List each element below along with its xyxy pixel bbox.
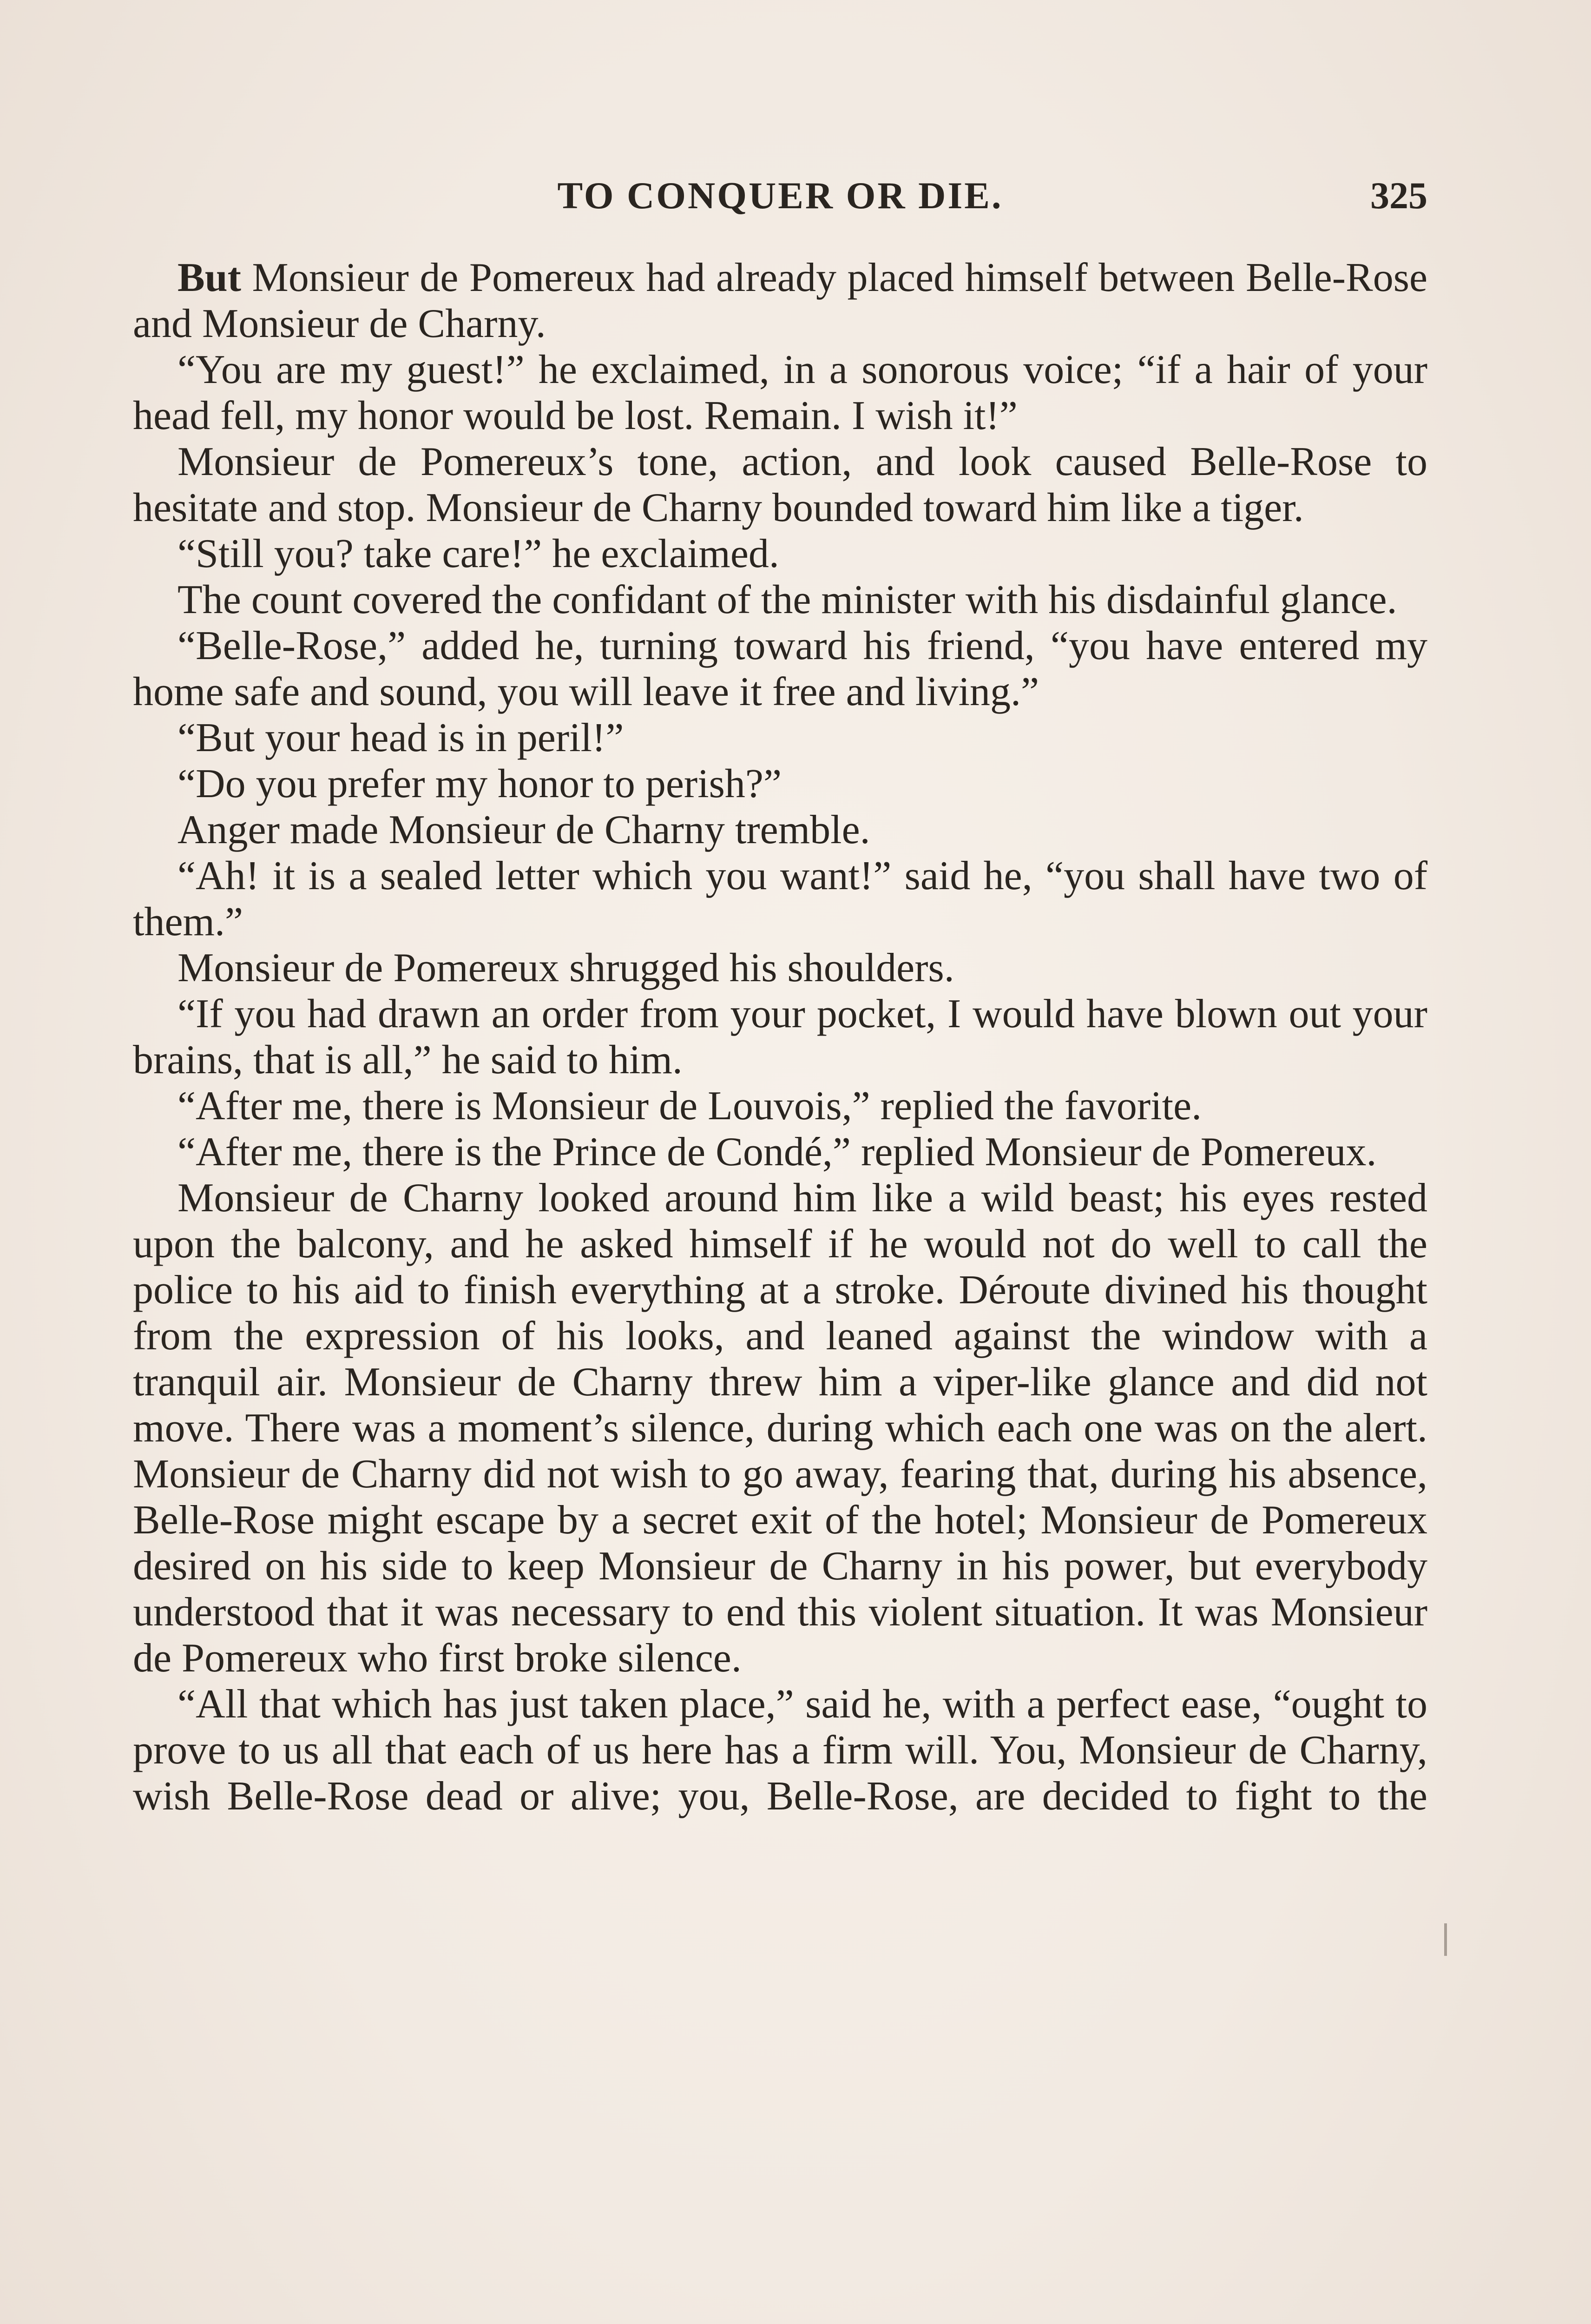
- paragraph: Monsieur de Charny looked around him like a wild beast; his eyes rested upon the balcony, and he asked himself if he would not do well to call the police to his aid to finish everything at a stroke. Déroute divined his thought from the expression of his looks, and leaned against the window with a tranquil air. Monsieur de Charny threw him a viper-like glance and did not move. There was a moment’s silence, during which each one was on the alert. Monsieur de Charny did not wish to go away, fearing that, during his absence, Belle-Rose might escape by a secret exit of the hotel; Monsieur de Pomereux desired on his side to keep Monsieur de Charny in his power, but everybody understood that it was necessary to end this violent situation. It was Monsieur de Pomereux who first broke silence.: [133, 1175, 1427, 1681]
- paragraph: The count covered the confidant of the minister with his disdainful glance.: [178, 577, 1397, 622]
- paragraph: “But your head is in peril!”: [178, 715, 624, 760]
- paragraph: “Still you? take care!” he exclaimed.: [178, 531, 779, 576]
- paragraph: “If you had drawn an order from your pocket, I would have blown out your brains, that is all,” he said to him.: [133, 991, 1427, 1083]
- paragraph-text: Monsieur de Pomereux had already placed himself between Belle-Rose and Monsieur de Charny.: [133, 255, 1427, 346]
- paragraph: “All that which has just taken place,” said he, with a perfect ease, “ought to prove to us all that each of us here has a firm will. You, Monsieur de Charny, wish Belle-Rose dead or alive; you, Belle-Rose, are decided to fight to the: [133, 1682, 1427, 1819]
- running-title: TO CONQUER OR DIE.: [557, 174, 1003, 217]
- paragraph: “After me, there is Monsieur de Louvois,” replied the favorite.: [178, 1083, 1202, 1129]
- paragraph: Monsieur de Pomereux shrugged his shoulders.: [178, 945, 954, 990]
- paragraph: [133, 255, 1427, 347]
- paragraph: “You are my guest!” he exclaimed, in a sonorous voice; “if a hair of your head fell, my honor would be lost. Remain. I wish it!”: [133, 347, 1427, 438]
- paragraph: “Belle-Rose,” added he, turning toward his friend, “you have entered my home safe and sound, you will leave it free and living.”: [133, 623, 1427, 714]
- running-head: [133, 170, 1427, 221]
- paragraph-lead-word: But: [178, 255, 241, 300]
- page-number: 325: [1370, 174, 1427, 217]
- paragraph: “Ah! it is a sealed letter which you want!” said he, “you shall have two of them.”: [133, 853, 1427, 944]
- paragraph: “After me, there is the Prince de Condé,” replied Monsieur de Pomereux.: [178, 1129, 1377, 1175]
- paragraph: “Do you prefer my honor to perish?”: [178, 761, 782, 806]
- paragraph: Anger made Monsieur de Charny tremble.: [178, 807, 870, 852]
- paragraph: Monsieur de Pomereux’s tone, action, and look caused Belle-Rose to hesitate and stop. Monsieur de Charny bounded toward him like a tiger.: [133, 439, 1427, 530]
- margin-mark: [1444, 1923, 1447, 1956]
- body-text: [133, 255, 1427, 1819]
